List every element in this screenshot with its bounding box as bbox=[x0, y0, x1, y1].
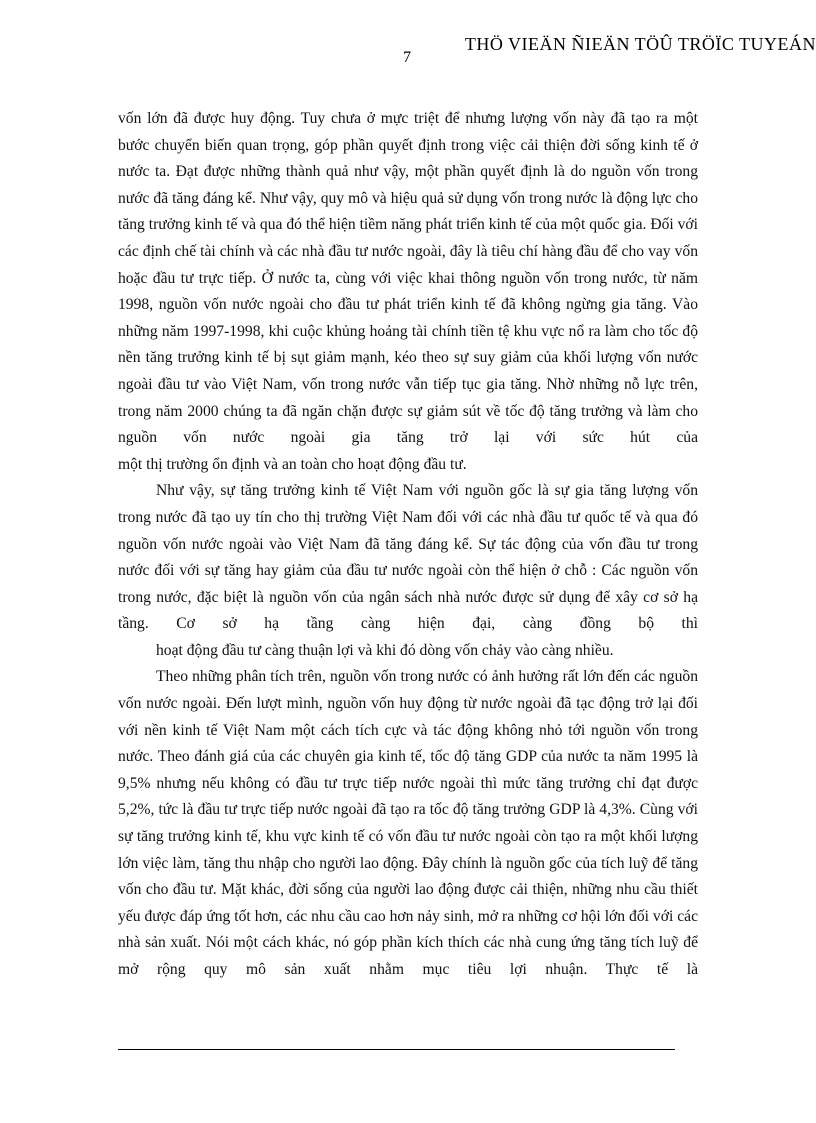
paragraph-1-last-line: một thị trường ổn định và an toàn cho hoạt động đầu tư. bbox=[118, 455, 467, 473]
paragraph-2-last-line: hoạt động đầu tư càng thuận lợi và khi đó dòng vốn chảy vào càng nhiều. bbox=[156, 641, 614, 659]
paragraph-3-text: Theo những phân tích trên, nguồn vốn trong nước có ảnh hưởng rất lớn đến các nguồn vốn nước ngoài. Đến lượt mình, nguồn vốn huy động từ nước ngoài đã tạc động trở lại đối với nền kinh tế Việt Nam một cách tích cực và tác động không nhỏ tới nguồn vốn trong nước. Theo đánh giá của các chuyên gia kinh tế, tốc độ tăng GDP của nước ta năm 1995 là 9,5% nhưng nếu không có đầu tư trực tiếp nước ngoài thì mức tăng trưởng chỉ đạt được 5,2%, tức là đầu tư trực tiếp nước ngoài đã tạo ra tốc độ tăng trưởng GDP là 4,3%. Cùng với sự tăng trưởng kinh tế, khu vực kinh tế có vốn đầu tư nước ngoài còn tạo ra một khối lượng lớn việc làm, tăng thu nhập cho người lao động. Đây chính là nguồn gốc của tích luỹ để tăng vốn cho đầu tư. Mặt khác, đời sống của người lao động được cải thiện, những nhu cầu thiết yếu được đáp ứng tốt hơn, các nhu cầu cao hơn nảy sinh, mở ra những cơ hội lớn đối với các nhà sản xuất. Nói một cách khác, nó góp phần kích thích các nhà cung ứng tăng tích luỹ để mở rộng quy mô sản xuất nhằm mục tiêu lợi nhuận. Thực tế là bbox=[118, 668, 698, 978]
document-body bbox=[118, 106, 698, 984]
page-header-title: THÖ VIEÄN ÑIEÄN TÖÛ TRÖÏC TUYEÁN bbox=[464, 34, 816, 54]
paragraph-2-text: Như vậy, sự tăng trưởng kinh tế Việt Nam với nguồn gốc là sự gia tăng lượng vốn trong nước đã tạo uy tín cho thị trường Việt Nam đối với các nhà đầu tư quốc tế và qua đó nguồn vốn nước ngoài vào Việt Nam đã tăng đáng kể. Sự tác động của vốn đầu tư trong nước đối với sự tăng hay giảm của đầu tư nước ngoài còn thể hiện ở chỗ : Các nguồn vốn trong nước, đặc biệt là nguồn vốn của ngân sách nhà nước được sử dụng để xây cơ sở hạ tầng. Cơ sở hạ tầng càng hiện đại, càng đồng bộ thì bbox=[118, 482, 698, 633]
paragraph-2 bbox=[118, 478, 698, 664]
paragraph-3 bbox=[118, 664, 698, 983]
page-number: 7 bbox=[403, 49, 411, 66]
paragraph-1-text: vốn lớn đã được huy động. Tuy chưa ở mực triệt để nhưng lượng vốn này đã tạo ra một bước chuyển biến quan trọng, góp phần quyết định trong việc cải thiện đời sống kinh tế ở nước ta. Đạt được những thành quả như vậy, một phần quyết định là do nguồn vốn trong nước đã tăng đáng kể. Như vậy, quy mô và hiệu quả sử dụng vốn trong nước là động lực cho tăng trưởng kinh tế và qua đó thể hiện tiềm năng phát triển kinh tế của một quốc gia. Đối với các định chế tài chính và các nhà đầu tư nước ngoài, đây là tiêu chí hàng đầu để cho vay vốn hoặc đầu tư trực tiếp. Ở nước ta, cùng với việc khai thông nguồn vốn trong nước, từ năm 1998, nguồn vốn nước ngoài cho đầu tư phát triển kinh tế đã không ngừng gia tăng. Vào những năm 1997-1998, khi cuộc khủng hoảng tài chính tiền tệ khu vực nổ ra làm cho tốc độ nền tăng trưởng kinh tế bị sụt giảm mạnh, kéo theo sự suy giảm của khối lượng vốn nước ngoài đầu tư vào Việt Nam, vốn trong nước vẫn tiếp tục gia tăng. Nhờ những nỗ lực trên, trong năm 2000 chúng ta đã ngăn chặn được sự giảm sút về tốc độ tăng trưởng và làm cho nguồn vốn nước ngoài gia tăng trở lại với sức hút của bbox=[118, 110, 698, 447]
footer-divider bbox=[118, 1049, 675, 1050]
paragraph-1 bbox=[118, 106, 698, 478]
